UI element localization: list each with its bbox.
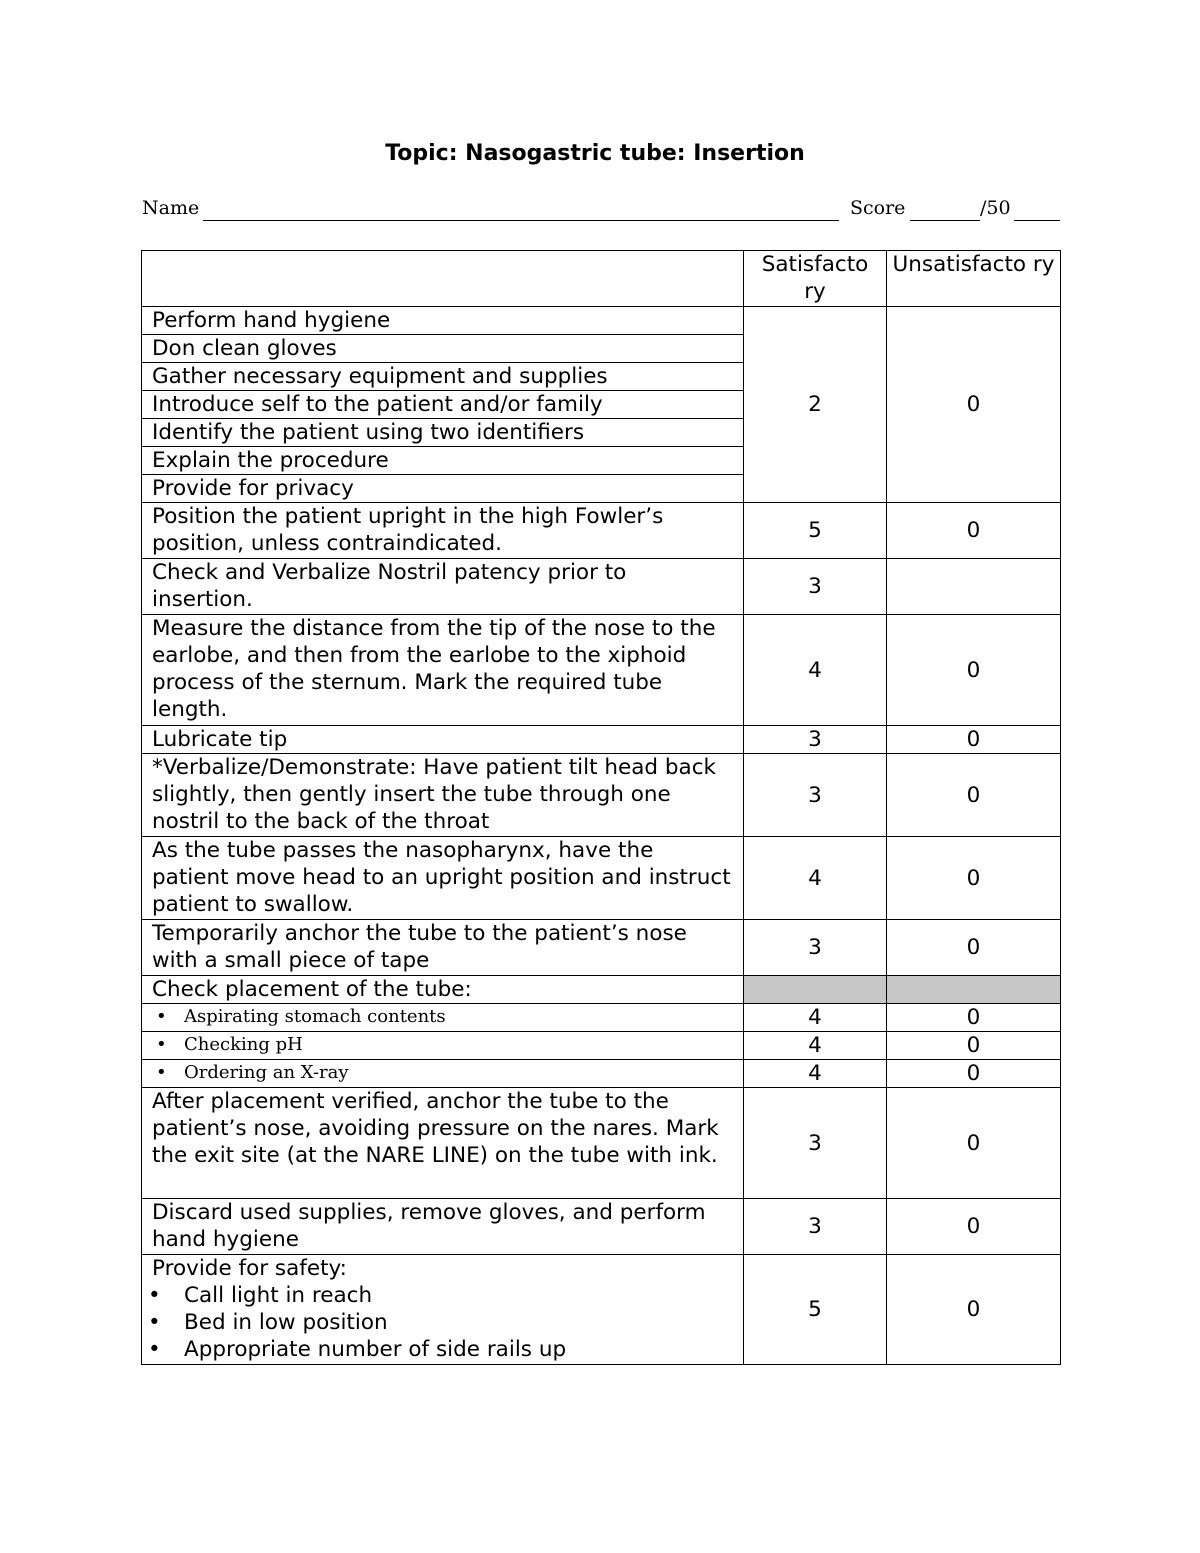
table-row	[142, 976, 1061, 1004]
safety-heading: Provide for safety:	[152, 1256, 347, 1281]
unsatisfactory-score: 0	[887, 837, 1061, 920]
unsatisfactory-score: 0	[887, 615, 1061, 726]
satisfactory-score: 4	[744, 1032, 887, 1060]
bullet-icon: •	[148, 1310, 161, 1335]
header-row	[142, 251, 1061, 307]
name-label: Name	[142, 197, 200, 219]
table-row	[142, 1032, 1061, 1060]
criteria-cell: Temporarily anchor the tube to the patient’s nose with a small piece of tape	[142, 920, 744, 976]
shaded-cell	[887, 976, 1061, 1004]
unsatisfactory-score: 0	[887, 307, 1061, 503]
name-score-line	[142, 197, 1060, 225]
table-row	[142, 503, 1061, 559]
criteria-cell: Introduce self to the patient and/or family	[142, 391, 744, 419]
criteria-cell: Perform hand hygiene	[142, 307, 744, 335]
score-total: /50	[980, 197, 1011, 219]
criteria-cell: Explain the procedure	[142, 447, 744, 475]
criteria-cell: Don clean gloves	[142, 335, 744, 363]
table-row	[142, 1255, 1061, 1365]
criteria-cell: As the tube passes the nasopharynx, have the patient move head to an upright position and instruct patient to swallow.	[142, 837, 744, 920]
satisfactory-score: 3	[744, 726, 887, 754]
header-unsatisfactory: Unsatisfacto ry	[887, 251, 1061, 307]
criteria-cell: Gather necessary equipment and supplies	[142, 363, 744, 391]
safety-list	[148, 1282, 733, 1363]
table-row	[142, 559, 1061, 615]
satisfactory-score: 5	[744, 503, 887, 559]
score-field[interactable]	[910, 220, 980, 221]
placement-item: • Checking pH	[142, 1032, 744, 1060]
bullet-icon: •	[148, 1283, 161, 1308]
bullet-icon: •	[156, 1034, 167, 1055]
criteria-cell: Lubricate tip	[142, 726, 744, 754]
table-row	[142, 1004, 1061, 1032]
criteria-cell: Identify the patient using two identifiers	[142, 419, 744, 447]
header-criteria	[142, 251, 744, 307]
unsatisfactory-score: 0	[887, 1255, 1061, 1365]
satisfactory-score: 3	[744, 920, 887, 976]
criteria-cell: After placement verified, anchor the tube to the patient’s nose, avoiding pressure on the nares. Mark the exit site (at the NARE LINE) on the tube with ink.	[142, 1088, 744, 1199]
placement-item: • Aspirating stomach contents	[142, 1004, 744, 1032]
satisfactory-score: 4	[744, 837, 887, 920]
criteria-cell: Discard used supplies, remove gloves, and perform hand hygiene	[142, 1199, 744, 1255]
unsatisfactory-score	[887, 559, 1061, 615]
table-row	[142, 307, 1061, 335]
table-row	[142, 1088, 1061, 1199]
satisfactory-score: 3	[744, 559, 887, 615]
unsatisfactory-score: 0	[887, 726, 1061, 754]
placement-item: • Ordering an X-ray	[142, 1060, 744, 1088]
criteria-cell: Provide for privacy	[142, 475, 744, 503]
list-item: • Call light in reach	[148, 1283, 373, 1308]
unsatisfactory-score: 0	[887, 1060, 1061, 1088]
unsatisfactory-score: 0	[887, 1088, 1061, 1199]
shaded-cell	[744, 976, 887, 1004]
list-item: • Bed in low position	[148, 1310, 388, 1335]
unsatisfactory-score: 0	[887, 920, 1061, 976]
bullet-icon: •	[156, 1062, 167, 1083]
unsatisfactory-score: 0	[887, 1199, 1061, 1255]
table-row	[142, 920, 1061, 976]
unsatisfactory-score: 0	[887, 503, 1061, 559]
header-satisfactory: Satisfacto ry	[744, 251, 887, 307]
list-item: • Appropriate number of side rails up	[148, 1337, 567, 1362]
criteria-cell: Position the patient upright in the high Fowler’s position, unless contraindicated.	[142, 503, 744, 559]
satisfactory-score: 3	[744, 1199, 887, 1255]
satisfactory-score: 5	[744, 1255, 887, 1365]
skills-checklist-table	[141, 250, 1061, 1365]
satisfactory-score: 3	[744, 754, 887, 837]
score-underline	[1014, 220, 1060, 221]
table-row	[142, 1060, 1061, 1088]
bullet-icon: •	[148, 1337, 161, 1362]
satisfactory-score: 4	[744, 1004, 887, 1032]
unsatisfactory-score: 0	[887, 1032, 1061, 1060]
unsatisfactory-score: 0	[887, 754, 1061, 837]
name-field[interactable]	[203, 220, 839, 221]
page-title: Topic: Nasogastric tube: Insertion	[385, 141, 805, 166]
satisfactory-score: 2	[744, 307, 887, 503]
safety-cell	[142, 1255, 744, 1365]
satisfactory-score: 4	[744, 615, 887, 726]
placement-heading: Check placement of the tube:	[142, 976, 744, 1004]
score-label: Score	[850, 197, 906, 219]
table-row	[142, 726, 1061, 754]
satisfactory-score: 3	[744, 1088, 887, 1199]
unsatisfactory-score: 0	[887, 1004, 1061, 1032]
satisfactory-score: 4	[744, 1060, 887, 1088]
table-row	[142, 837, 1061, 920]
table-row	[142, 1199, 1061, 1255]
criteria-cell: Measure the distance from the tip of the nose to the earlobe, and then from the earlobe to the xiphoid process of the sternum. Mark the required tube length.	[142, 615, 744, 726]
criteria-cell: Check and Verbalize Nostril patency prior to insertion.	[142, 559, 744, 615]
bullet-icon: •	[156, 1006, 167, 1027]
table-row	[142, 754, 1061, 837]
table-row	[142, 615, 1061, 726]
criteria-cell: *Verbalize/Demonstrate: Have patient tilt head back slightly, then gently insert the tube through one nostril to the back of the throat	[142, 754, 744, 837]
